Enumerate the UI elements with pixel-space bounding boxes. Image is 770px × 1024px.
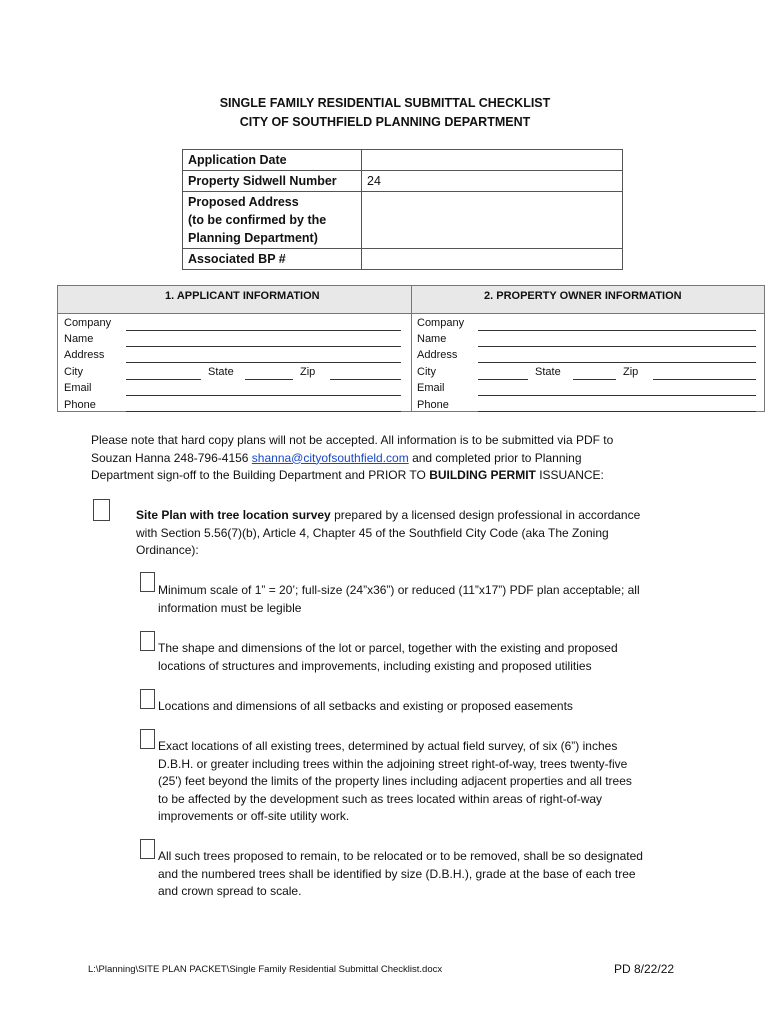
scale-requirement bbox=[158, 582, 738, 617]
owner-zip-field[interactable] bbox=[653, 379, 756, 380]
tree-designation-line-3: and crown spread to scale. bbox=[158, 884, 302, 898]
submission-notice bbox=[91, 432, 711, 485]
applicant-city-label: City bbox=[64, 366, 83, 378]
notice-line-3-tail: ISSUANCE: bbox=[535, 468, 604, 482]
application-info-table bbox=[182, 149, 623, 270]
owner-address-label: Address bbox=[417, 349, 458, 361]
existing-trees-line-3: (25') feet beyond the limits of the property lines including adjacent properties and all trees bbox=[158, 774, 632, 788]
applicant-name-label: Name bbox=[64, 333, 94, 345]
tree-designation-line-2: and the numbered trees shall be identified by size (D.B.H.), grade at the base of each tree bbox=[158, 866, 636, 881]
applicant-zip-field[interactable] bbox=[330, 379, 401, 380]
notice-building-permit: BUILDING PERMIT bbox=[429, 468, 536, 482]
column-divider bbox=[411, 286, 412, 412]
owner-state-field[interactable] bbox=[573, 379, 616, 380]
footer-file-path: L:\Planning\SITE PLAN PACKET\Single Family Residential Submittal Checklist.docx bbox=[88, 964, 443, 975]
applicant-zip-label: Zip bbox=[300, 366, 316, 378]
applicant-company-label: Company bbox=[64, 317, 112, 329]
application-date-label: Application Date bbox=[183, 150, 362, 171]
applicant-email-field[interactable] bbox=[126, 395, 401, 396]
tree-designation-requirement bbox=[158, 848, 738, 901]
tree-designation-line-1: All such trees proposed to remain, to be relocated or to be removed, shall be so designated bbox=[158, 849, 643, 863]
document-subtitle: CITY OF SOUTHFIELD PLANNING DEPARTMENT bbox=[239, 115, 531, 129]
associated-bp-field[interactable] bbox=[362, 249, 623, 270]
contact-information-box bbox=[57, 285, 765, 412]
applicant-company-field[interactable] bbox=[126, 330, 401, 331]
setbacks-requirement bbox=[158, 698, 738, 716]
existing-trees-line-5: improvements or off-site utility work. bbox=[158, 809, 350, 823]
scale-checkbox[interactable] bbox=[140, 572, 155, 592]
owner-name-field[interactable] bbox=[478, 346, 756, 347]
tree-designation-checkbox[interactable] bbox=[140, 839, 155, 859]
owner-state-label: State bbox=[535, 366, 561, 378]
existing-trees-line-2: D.B.H. or greater including trees within the adjoining street right-of-way, trees twenty-five bbox=[158, 756, 628, 771]
applicant-address-label: Address bbox=[64, 349, 105, 361]
owner-heading: 2. PROPERTY OWNER INFORMATION bbox=[412, 286, 764, 314]
applicant-name-field[interactable] bbox=[126, 346, 401, 347]
site-plan-bold: Site Plan with tree location survey bbox=[136, 508, 331, 522]
proposed-address-label bbox=[183, 192, 362, 249]
site-plan-line-3: Ordinance): bbox=[136, 543, 199, 557]
applicant-phone-label: Phone bbox=[64, 399, 96, 411]
site-plan-requirement bbox=[136, 507, 736, 560]
footer-document-code: PD 8/22/22 bbox=[614, 962, 675, 976]
owner-zip-label: Zip bbox=[623, 366, 639, 378]
owner-email-label: Email bbox=[417, 382, 445, 394]
notice-line-2-tail: and completed prior to Planning bbox=[408, 450, 582, 465]
applicant-heading: 1. APPLICANT INFORMATION bbox=[58, 286, 411, 314]
existing-trees-line-4: to be affected by the development such as trees located within areas of right-of-way bbox=[158, 791, 603, 806]
lot-shape-checkbox[interactable] bbox=[140, 631, 155, 651]
sidwell-number-label: Property Sidwell Number bbox=[183, 171, 362, 192]
applicant-phone-field[interactable] bbox=[126, 411, 401, 412]
notice-line-1: Please note that hard copy plans will not be accepted. All information is to be submitted via PDF to bbox=[91, 433, 614, 447]
applicant-state-field[interactable] bbox=[245, 379, 293, 380]
owner-city-label: City bbox=[417, 366, 436, 378]
existing-trees-checkbox[interactable] bbox=[140, 729, 155, 749]
existing-trees-requirement bbox=[158, 738, 738, 826]
owner-phone-field[interactable] bbox=[478, 411, 756, 412]
owner-email-field[interactable] bbox=[478, 395, 756, 396]
owner-city-field[interactable] bbox=[478, 379, 528, 380]
setbacks-checkbox[interactable] bbox=[140, 689, 155, 709]
notice-contact-text: Souzan Hanna 248-796-4156 bbox=[91, 450, 252, 465]
email-link[interactable]: shanna@cityofsouthfield.com bbox=[251, 450, 409, 465]
applicant-address-field[interactable] bbox=[126, 362, 401, 363]
lot-shape-line-1: The shape and dimensions of the lot or parcel, together with the existing and proposed bbox=[158, 641, 618, 655]
notice-line-3 bbox=[91, 467, 711, 485]
lot-shape-requirement bbox=[158, 640, 738, 675]
owner-company-label: Company bbox=[417, 317, 465, 329]
applicant-city-field[interactable] bbox=[126, 379, 201, 380]
proposed-address-label-line2: (to be confirmed by the bbox=[188, 213, 327, 227]
scale-line-2: information must be legible bbox=[158, 600, 302, 615]
scale-line-1: Minimum scale of 1” = 20’; full-size (24”x36”) or reduced (11”x17”) PDF plan acceptable; all bbox=[158, 583, 640, 597]
application-date-field[interactable] bbox=[362, 150, 623, 171]
existing-trees-line-1: Exact locations of all existing trees, determined by actual field survey, of six (6”) inches bbox=[158, 739, 618, 753]
associated-bp-label: Associated BP # bbox=[183, 249, 362, 270]
applicant-state-label: State bbox=[208, 366, 234, 378]
site-plan-line-1-rest: prepared by a licensed design professional in accordance bbox=[330, 508, 641, 522]
site-plan-checkbox[interactable] bbox=[93, 499, 110, 521]
owner-address-field[interactable] bbox=[478, 362, 756, 363]
setbacks-line-1: Locations and dimensions of all setbacks and existing or proposed easements bbox=[158, 699, 573, 713]
document-title: SINGLE FAMILY RESIDENTIAL SUBMITTAL CHECKLIST bbox=[219, 96, 551, 110]
proposed-address-label-line3: Planning Department) bbox=[188, 231, 318, 245]
proposed-address-field[interactable] bbox=[362, 192, 623, 249]
owner-name-label: Name bbox=[417, 333, 447, 345]
site-plan-line-2: with Section 5.56(7)(b), Article 4, Chapter 45 of the Southfield City Code (aka The Zoning bbox=[136, 525, 609, 540]
applicant-email-label: Email bbox=[64, 382, 92, 394]
notice-line-2 bbox=[91, 450, 711, 468]
lot-shape-line-2: locations of structures and improvements, including existing and proposed utilities bbox=[158, 658, 592, 673]
notice-line-3-head: Department sign-off to the Building Department and PRIOR TO bbox=[91, 468, 430, 482]
proposed-address-label-line1: Proposed Address bbox=[188, 195, 299, 209]
site-plan-line-1 bbox=[136, 507, 736, 525]
owner-company-field[interactable] bbox=[478, 330, 756, 331]
owner-phone-label: Phone bbox=[417, 399, 449, 411]
sidwell-number-field[interactable]: 24 bbox=[362, 171, 623, 192]
